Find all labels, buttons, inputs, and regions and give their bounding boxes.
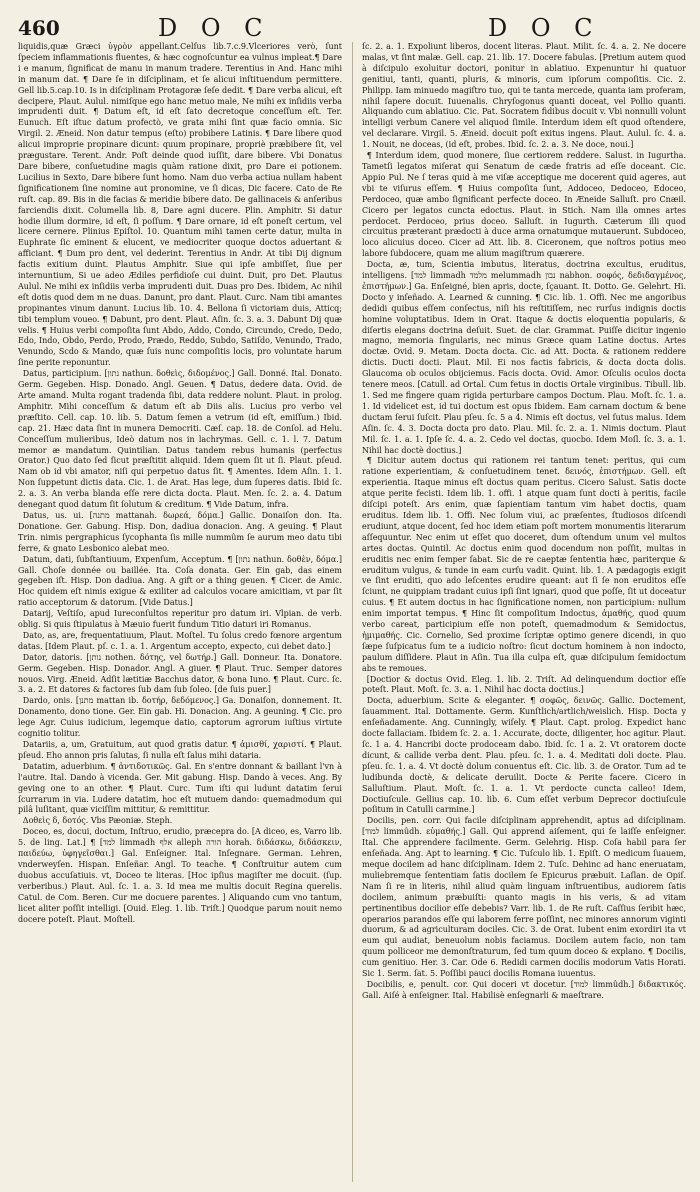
text-columns (18, 42, 686, 1182)
page-number: 460 (18, 16, 60, 40)
entry-doctior: [Doctior & doctus Ovid. Eleg. 1. lib. 2. Triſt. Ad delinquendum doctior eſſe poteſt. Plaut. Moſt. ſc. 3. a. 1. Nihil hac docta doctius.] (362, 674, 686, 695)
entry-do-senses: liquidis,quæ Græci ὑγρὸν appellant.Celſus lib.7.c.9.Vlceriores verò, ſunt ſpeciem inflammationis fluentes, & hæc cognoſcuntur ea vulnus impleat.¶ Dare i e manum, ſignificat de manu in manum tradere. Terentius in And. Hanc mihi in manum dat. ¶ Dare ſe in diſciplinam, et ſe alicui inſtituendum permittere. Gell lib.5.cap.10. Is in diſciplinam Protagoræ ſeſe dedit. ¶ Dare verba alicui, eſt decipere, Plaut. Aulul. nimiſque ego hanc metuo male, Ne mihi ex inſidiis verba imprudenti duit. ¶ Datum eſt, id eſt ſato decretoque conceſſum eſt. Ter. Eunuch. Eſt iſtuc datum profectò, ve grata mihi ſint quæ facio omnia. Sic Virgil. 2. Æneid. Non datur tempus (eſto) probibere Latinis. ¶ Dare libere quod alicui improprie propinare dicunt: quum propinare, propriè præbibere ſit, vel prægustare. Terent. Andr. Poſt deinde quod iuſſit, dare bibere. Vbi Donatus Dare bibere, conſuetudine magis quàm ratione dixit, pro Dare ei potionem. Lucilius in Sexto, Dare bibere ſunt homo. Nam duo verba actiua nullam habent ſignificationem ſine nomine aut pronomine, ve ſi dicas, Dic facere. Cato de Re ruſt. cap. 89. Bis in die facias & meridie bibere dato. De gallinaceis & anſeribus farciendis dixit. Columella lib. 8, Dare agni ducere. Plin. Amphitr. Si datur hodie illum dormire, id eſt, ſi poſſum. ¶ Dare ornare, id eſt poneſt certum, vel licere cernere. Plinius Epiſtol. 10. Quantum mihi tamen certe datur, multa in Euphrate ſic eminent & elucent, ve mediocriter quoque doctos aduertant & afficiant. ¶ Dum pro dent, vel dederint. Terentius in Andr. At tibi Dij dignum factis exitium duint. Plautus Amphitr. Siue qui ipſe ambiſſet, ſiue per internuntium, Si ue adeo Ædiles perfidioſe cui duint. Duit, pro Det. Plautus Aulul. Ne mihi ex inſidiis verba imprudenti duit. Duas pro Des. Ibidem, Ac nihil eſt dotis quod dem m ne duas. Danunt, pro dant. Plaut. Curc. Nam tibi amantes propinantes vinum danunt. Lucius lib. 10. 4. Bellona ſi victoriam duis, Atticq; tibi templum voueo. ¶ Dabunt, pro dent. Plaut. Aſin. ſc. 3. a. 3. Dabunt Dij quæ velis. ¶ Huius verbi compoſita ſunt Abdo, Addo, Condo, Circundo, Credo, Dedo, Edo, Indo, Obdo, Perdo, Prodo, Prædo, Reddo, Subdo, Satiſdo, Venundo, Trado, Venundo, Scdo & Mando, quæ ſuis nunc compoſitis locis, pro voluntate harum ſine perite reponuntur. (18, 42, 342, 368)
entry-datum: Datum, dati, ſubſtantiuum, Expenſum, Acceptum. ¶ [נתון nathun. δοθὲν, δόμα.] Gall. Choſe donnée ou baillée. Ita. Coſa donata. Ger. Ein gab, das einem gegeben iſt. Hisp. Don dadiua. Ang. A gift or a thing geuen. ¶ Cicer. de Amic. Hoc quidem eſt nimis exigue & exiliter ad calculos vocare amicitiam, vt par ſit ratio acceptorum & datorum. [Vide Datus.] (18, 554, 342, 608)
entry-doceo-monere: ¶ Interdum idem, quod monere, ſiue certiorem reddere. Salust. in Iugurtha. Tametſi legatos miſerat qui Senatum de cæde fratris ad eſſe doceant. Cic. Appio Pul. Ne ſ teras quid à me viſæ acceptique me docerent quid ageres, aut vbi te viſurus eſſem. ¶ Huius compoſita ſunt, Addoceo, Dedoceo, Edoceo, Perdoceo, quæ ambo ſignificant perfecte doceo. In Æneide Salluſt. pro Cnæil. Cicero per legatos cuncta edoctus. Plaut. in Stich. Nam illa omnes artes perdocet. Perdoceo, prius doceo. Salluſt. in Iugurth. Cæterum illi quod circuitus præterant prædocti à duce arma ornatumque mutauerunt. Subdoceo, loco alicuius doceo. Cicer ad Att. lib. 8. Ciceronem, que noſtros potius meo labore ſubdocere, quam me alium magiſtrum quærere. (362, 151, 686, 259)
entry-dardo: Dardo, onis. [מתנן mattan ib. δοτήρ, δεδόμενος.] Ga. Donaiſon, donnement. It. Donamento, dono tione. Ger. Ein gab. Hi. Donacion. Ang. A geuning. ¶ Cic. pro lege Agr. Cuius iudicium, legemque datio, captorum agrorum iuſtius virtute cognitio tolitur. (18, 696, 342, 739)
right-column (362, 42, 686, 1182)
entry-doctus: Docta, æ, tum, Scientia imbutus, literatus, doctrina excultus, eruditus, intelligens. [למד limmadh מלמד melummadh נבון nabhon. σοφός, δεδιδαγμένος, ἐπιστήμων.] Ga. Enſeigné, bien apris, docte, ſçauant. It. Dotto. Ge. Gelehrt. Hi. Docto y inſeñado. A. Learned & cunning. ¶ Cic. lib. 1. Offi. Nec me angoribus dedidi quibus eſſem conſectus, niſi his reſtitiſſem, nec rurſus indignis doctis homine voluptatibus. Idem in Orat. Itaque & doctis eloquentia popularis, & diſertis elegans doctrina deſuit. Suet. de clar. Grammat. Puiſſe dicitur ingenio magno, memoria ſingularis, nec minus Græce quam Latine doctus. Artes doctæ. Ovid. 9. Metam. Docta docta. Cic. ad Att. Docta. & rationem reddere dictis. Ducti docti. Plaut. Mil. Ei nos factis fabricis, & docta docta dolis. Glaucoma ob oculos obijciemus. Facis docta. Ovid. Amor. Oſculis oculos docta tenere meos. [Catull. ad Ortal. Cum fetus in doctis Ortale virginibus. Tibull. lib. 1. Sed me fingere quam rigida perturbare campos Doctum. Plau. Moſt. ſc. 1. a. 1. Id videlicet est, id tui doctum est opus Ibidem. Eam carnam doctum & bene ductam ſerui ſuſcit. Plau pſeu. ſc. 5 a 4. Nimis eſt doctus, vel ſutus malus. Idem Aſin. ſc. 4. 3. Docta docta pro dato. Plau. Mil. ſc. 2. a. 1. Nimis doctum. Plaut Mil. ſc. 1. a. 1. Ipſe ſc. 4. a. 2. Cedo vel doctas, quocbo. Idem Moſl. ſc. 3. a. 1. Nihil hac doctè doctius.] (362, 260, 686, 455)
entry-datariis: Datariis, a, um, Gratuitum, aut quod gratis datur. ¶ ἀμισθί, χαριστί. ¶ Plaut. pſeud. Eho annon pris ſalutas, ſi nulla eſt ſalus mihi dataria. (18, 740, 342, 760)
entry-doctus-peritus: ¶ Dicitur autem doctus qui rationem rei tantum tenet: peritus, qui cum ratione experientiam, & conſuetudinem tenet. δεινός, ἐπιστήμων. Gell. eſt experientia. Itaque minus eſt doctus quam peritus. Cicero Salust. Satis docte atque perite fecisti. Idem lib. 1. offi. 1 atque quam ſunt docti à peritis, facile diſcipi poteſt. Ars enim, quæ ſapientiam tantum vim habet doctis, quam eruditus. Idem lib. 1. Offi. Nec ſolum viui, ac præſentes, ſtudiosos diſcendi erudiunt, atque docent, ſed hoc idem etiam poſt mortem monumentis literarum aſſequuntur. Nec enim ut eſſet quo doceret, dum oſtendum unum vel multos artes doctas. Quintil. Ac doctus enim quod docendum non poſſit, multas in eruditis nec enim ſemper ſabat. Sic de re caeptæ ſententia hæc, pariterque & eruditum vulgus, & tunde in eam curſu vadit. Quint. lib. 1. A pædagogis exigit ve ſint eruditi, quo ado leſcentes erudire queant: aut ſi ſe non eruditos eſſe ſciunt, ne quippiam tradant cuius ipſi ſint ignari, quod que poſſe, ſit ut doceatur cuius. ¶ Et autem doctus in hac ſignificatione nomen, non participium: nullum enim importat tempus. ¶ Hinc ſit compoſitum Indoctus, ἀμαθής, quod quum verbo careat, participium eſſe non poteſt, quemadmodum & Semidoctus, ἡμιμαθής. Cic. Cornelio, Sed proxime ſcriptæ optimo genere dicendi, in quo ſæpe ſuſpicatus ſum te a iudicio noſtro: ſicut doctum hominem à non indocto, paulum diſſidere. Plaut in Aſin. Tua illa culpa eſt, quæ diſcipulum ſemidoctum abs te remoues. (362, 456, 686, 673)
left-column (18, 42, 342, 1182)
entry-dato: Dato, as, are, frequentatiuum, Plaut. Moſtel. Tu ſolus credo fœnore argentum datas. [Idem Plaut. pſ. c. 1. a. 1. Argentum accepto, expecto, cui debet dato.] (18, 630, 342, 651)
entry-dator: Dator, datoris. [נותן nothen. δότης, vel δωτήρ.] Gall. Donneur. Ita. Donatore. Germ. Gegeben. Hisp. Donador. Angl. A giuer. ¶ Plaut. Truc. Semper datores nouos. Virg. Æneid. Adſit lætitiæ Bacchus dator, & bona Iuno. ¶ Plaut. Curc. ſc. 3. a. 2. Et datores & factores ſub dam ſub ſoleo. [de ſuis puer.] (18, 652, 342, 695)
page-header (18, 12, 686, 42)
entry-datatim: Datatim, aduerbium. ¶ ἀντιδοτικῶς. Gal. En s'entre donnant & baillant l'vn à l'autre. Ital. Dando à vicenda. Ger. Mit gabung. Hisp. Dando à veces. Ang. By geving one to an other. ¶ Plaut. Curc. Tum iſti qui ludunt datatim ſerui ſcurrarum in via. Ludere datatim, hoc eſt mutuem dando: quemadmodum qui pilâ luſitant, quæ viciſſim mittitur, & remittitur. (18, 761, 342, 815)
entry-datus-participium: Datus, participium. [נתון nathun. δοθεὶς, διδομένος.] Gall. Donné. Ital. Donato. Germ. Gegeben. Hisp. Donado. Angl. Geuen. ¶ Datus, dedere data. Ovid. de Arte amand. Multa rogant tradenda ſibi, data reddere nolunt. Plaut. in prolog. Amphitr. Mihi conceſſum & datum eſt ab Diis alis. Lucius pro verbo vel præſtito. Cell. cap. 10. lib. 5. Datum ſemen a vetrum (id eſt, emiſſum.) Ibid. cap. 21. Hæc data ſint in munera Democriti. Cæſ. cap. 18. de Conſol. ad Helu. Conceſſum mulieribus, Ideò datum nos in lachrymas. Gell. c. 1. l. 7. Datum memor æ mandatum. Quintilian. Datus tandem rebus humanis (perfectus Orator.) Quo dato ſed ſicut præſtitit aliquid. Idem quem ſit ut ſi. Plaut. pſeud. Nam ob id vbi amator, niſi qui perpetuo datus ſit. ¶ Amentes. Idem Aſin. 1. 1. Non ſuppetunt dictis data. Cic. 1. de Arat. Has lege, dum ſuperes datis. Ibid ſc. 2. a. 3. An verba blanda eſſe rere dicta docta. Plaut. Men. ſc. 2. a. 4. Datum denegant quod datum ſit ſolutum & creditum. ¶ Vide Datum, infra. (18, 369, 342, 510)
entry-doceo-continued: ſc. 2. a. 1. Expoliunt liberos, docent literas. Plaut. Milit. ſc. 4. a. 2. Ne docere malas, vt ſint malæ. Gell. cap. 21. lib. 17. Docere fabulas. [Pretium autem quod à diſcipulo exoluitur doctori, ponitur in ablatiuo. Expenuntur hi quatuor genitiui, tanti, quanti, pluris, & minoris, cum ipſorum compoſitis. Cic. 2. Philipp. Iam minuedo magiſtro tuo, qui te tanta mercede, quanta iam proferam, nihil ſapere docuit. Iuuenalis. Chryſogonus quanti doceat, vel Pollio quanti. Aliquando cum ablatiuo. Cic. Pat. Socratem fidibus docuit v. Vbi nonnulli volunt intelligi verbum Canere vel aliquod ſimile. Interdum idem eſt quod oſtendere, vel declarare. Virgil. 5. Æneid. docuit poſt exitus ingens. Plaut. Aulul. ſc. 4. a. 1. Nouit, ne doceas, (id eſt, probes. Ibid. ſc. 2. a. 3. Ne doce, noui.] (362, 42, 686, 150)
entry-datus-us: Datus, us. ui. [מתנה mattanah. δωρεά, δόμα.] Gallic. Donaiſon don. Ita. Donatione. Ger. Gabung. Hisp. Don, dadiua donacion. Ang. A geuing. ¶ Plaut Trin. nimis pergraphicus ſycophanta ſis mille nummûm ſe aurum meo datu tibi ferre, & gnato Lesbonico alebat meo. (18, 510, 342, 553)
entry-docte: Docta, aduerbium. Scite & eleganter. ¶ σοφῶς, δεινῶς. Gallic. Doctement, ſauamment. Ital. Dottamente. Germ. Kunſtlich/artlich/weislich. Hisp. Docta y enſeñadamente. Ang. Cunningly, wiſely. ¶ Plaut. Capt. prolog. Expedict hanc docte fallaciam. Ibidem ſc. 2. a. 1. Accurate, docte, diligenter, hoc agitur. Plaut. ſc. 1 a. 4. Hancribi docte prodoceam dabo. Ibid. ſc. 1 a. 2. Vt oratorem docte dicunt, & callide verba dent. Plau. pſeu. ſc. 1. a. 4. Meditati doli docte. Plau. pſeu. ſc. 1. a. 4. Vt doctè dolum conuentus eſt. Cic. lib. 3. de Orator. Tum ad te ludibunda doctè, & delicate deruilit. Docte & Perite facere. Cicero in Salluſtium. Plaut. Moſt. ſc. 1. a. 1. Vt perdocte cuncta calleo! Idem, Doctiuſcule. Gellius cap. 10. lib. 6. Cum eſſet verbum Deprecor doctiuſcule poſitum in Catulli carmine.] (362, 696, 686, 815)
column-divider (352, 42, 353, 1182)
entry-docibilis: Docibilis, e, penult. cor. Qui doceri vt docetur. [למוד limmûdh.] διδακτικός. Gall. Aiſé à enſeigner. Ital. Habilisè enſegnarli & maeſtrare. (362, 979, 686, 1000)
running-head-right: D O C (488, 14, 601, 42)
running-head-left: D O C (158, 14, 271, 42)
entry-doceo: Doceo, es, docui, doctum, Inſtruo, erudio, præcepra do. [A diceo, es, Varro lib. 5. de ling. Lat.] ¶ [למד limmadh אלף alleph הורה horah. διδάσκω, διδάσκειν, παιδεύω, ὑφηγεῖσθαι.] Gal. Enſeigner. Ital. Inſegnare. German. Lehren, vnderweyſen. Hispan. Enſeñar. Angl. To teache. ¶ Conſtruitur autem cum duobus accuſatiuis. vt, Doceo te literas. [Hoc ipſius magiſter me docuit. (ſup. verberibus.) Plaut. Aul. ſc. 1. a. 3. Id mea me multis docuit Regina querelis. Catul. de Com. Beren. Cur me docuere parentes. ] Aliquando cum vno tantum, licet aliter poſſit intelligi. [Ouid. Eleg. 1. lib. Triſt.] Quodque parum nouit nemo docere poteſt. Plaut. Moſtell. (18, 827, 342, 924)
entry-datarij: Datarij, Veſtiſo, apud Iureconſultos reperitur pro datum iri. Vlpian. de verb. oblig. Si quis ſtipulatus à Mæuio fuerit fundum Titio daturi iri Romanus. (18, 609, 342, 630)
entry-dobers: Δοθεὶς δ, δοτός. Vbs Pæoniæ. Steph. (22, 816, 173, 826)
entry-docilis: Docilis, pen. corr. Qui facile diſciplinam apprehendit, aptus ad diſciplinam. [למוד limmûdh. εὐμαθής.] Gall. Qui apprend aiſement, qui ſe laiſſe enſeigner. Ital. Che apprendere facilmente. Germ. Gelehrig. Hisp. Coſa habil para ſer enſeñada. Ang. Apt to learning. ¶ Cic. Tuſculo lib. 1. Epiſt. O medicum ſuauem, meque docilem ad hanc diſciplinam. Idem 2. Tuſc. Dehinc ad hanc eneruatam, muliebremque ſententiam ſatis docilem ſe Epicurus præbuit. Laſlan. de Opiſ. Nam ſi re in literis, nihil aliud quàm linguam inſtruentibus, audiorem ſatis docilem, animum præbuiſti: quanto magis in his veris, & ad vitam pertinentibus docilior eſſe debebis? Varr. lib. 1. de Re ruſt. Caſſius ſeribit hæc, operarios parandos eſſe qui laborem ferre poſſint, nec minores annorum viginti duorum, & ad agriculturam dociles. Cic. 3. de Orat. Iubent enim exordiri ita vt eum qui audiat, beneuolum nobis faciamus. Docilem autem facio, non tam quum polliceor me demonſtraturum, ſed tum quum doceo & explano. ¶ Docilis, cum genitiuo. Her. 3. Car. Ode 6. Redidi carmen docilis modorum Vatis Horati. Sic 1. Serm. ſat. 5. Poſſibi pauci docilis Romana iuuentus. (362, 816, 686, 979)
